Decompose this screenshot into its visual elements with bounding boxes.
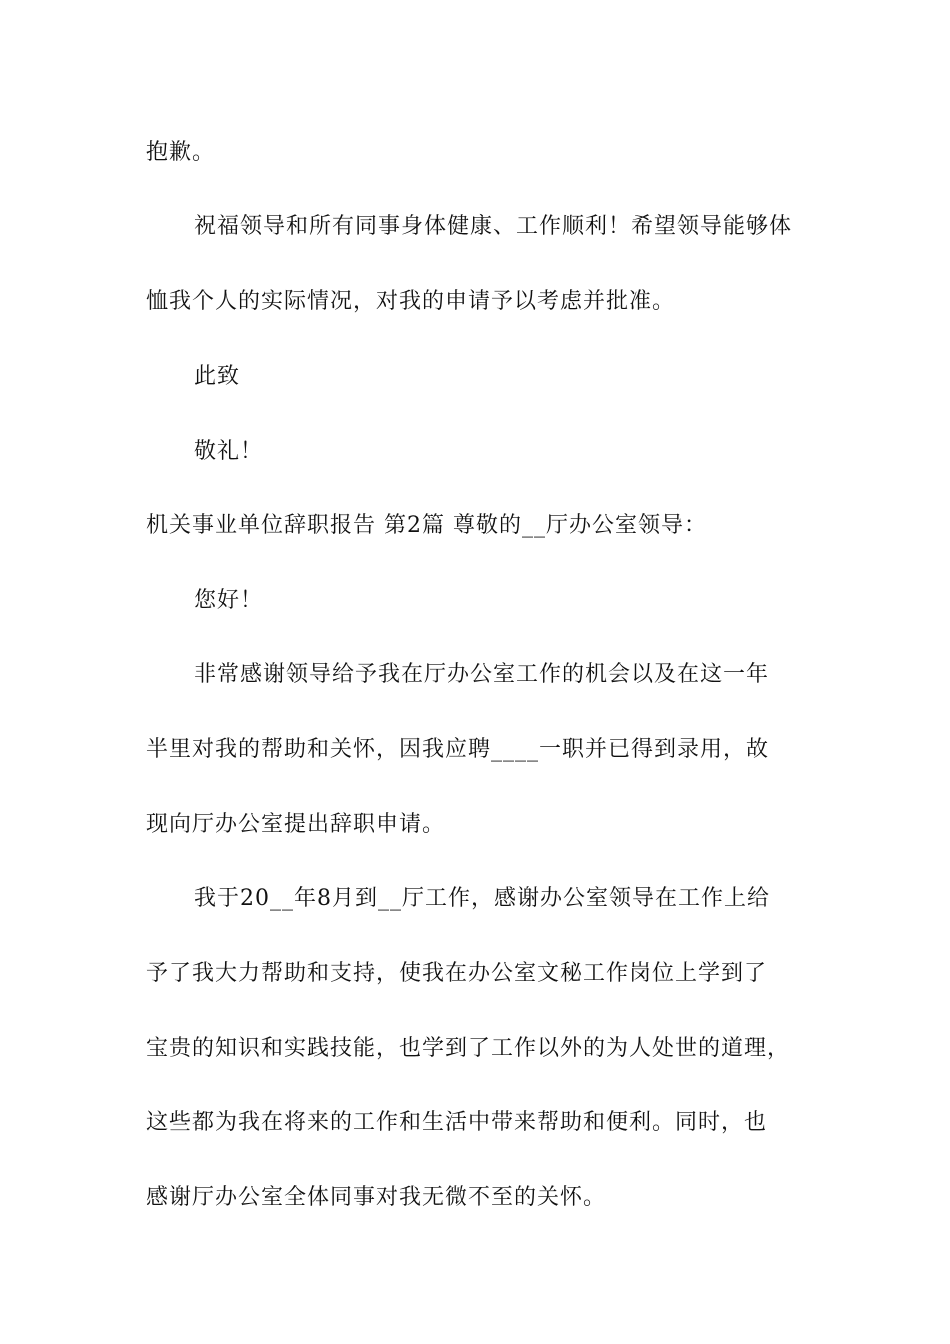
text-line: 这些都为我在将来的工作和生活中带来帮助和便利。同时，也 — [146, 1110, 768, 1135]
text-line: 恤我个人的实际情况，对我的申请予以考虑并批准。 — [146, 289, 676, 314]
text-line: 非常感谢领导给予我在厅办公室工作的机会以及在这一年 — [194, 662, 770, 687]
greeting: 您好！ — [194, 588, 264, 613]
text-line: 祝福领导和所有同事身体健康、工作顺利！希望领导能够体 — [194, 214, 793, 239]
text-line: 此致 — [194, 364, 241, 389]
text-line: 予了我大力帮助和支持，使我在办公室文秘工作岗位上学到了 — [146, 961, 768, 986]
text-line: 抱歉。 — [146, 140, 216, 165]
text-line: 半里对我的帮助和关怀，因我应聘____一职并已得到录用，故 — [146, 737, 770, 762]
text-line: 宝贵的知识和实践技能，也学到了工作以外的为人处世的道理， — [146, 1036, 791, 1061]
text-line: 现向厅办公室提出辞职申请。 — [146, 812, 446, 837]
text-line: 我于20__年8月到__厅工作，感谢办公室领导在工作上给 — [194, 886, 770, 911]
section-heading-line: 机关事业单位辞职报告 第2篇 尊敬的__厅办公室领导： — [146, 513, 707, 538]
closing-salutation: 敬礼！ — [194, 439, 264, 464]
text-line: 感谢厅办公室全体同事对我无微不至的关怀。 — [146, 1185, 607, 1210]
